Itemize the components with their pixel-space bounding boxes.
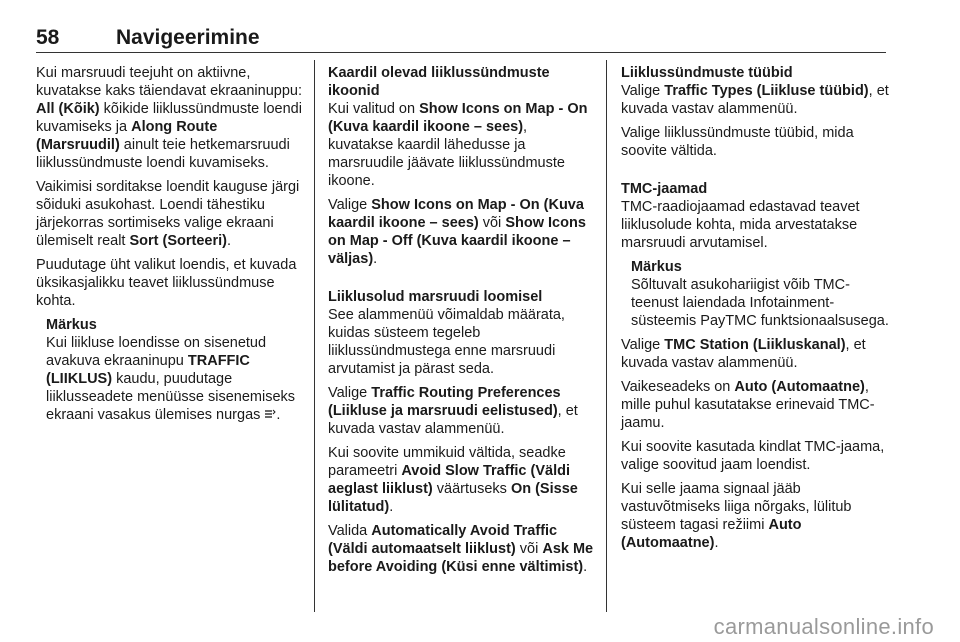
note-text: Sõltuvalt asukohariigist võib TMC-teenust laiendada Infotainment-süsteemis PayTMC funktsionaalsusega. <box>631 277 889 329</box>
note-title: Märkus <box>631 259 682 275</box>
section-heading: Liiklusolud marsruudi loomisel <box>328 289 543 305</box>
spacer <box>621 166 889 180</box>
note-box <box>631 258 889 330</box>
watermark: carmanualsonline.info <box>713 614 934 639</box>
section-heading: Kaardil olevad liiklussündmuste ikoonid <box>328 65 550 99</box>
note-text: Kui liikluse loendisse on sisenetud avakuva ekraaninupu TRAFFIC (LIIKLUS) kaudu, puudutage liiklusseadete menüüsse sisenemiseks ekraani vasakus ülemises nurgas . <box>46 335 296 423</box>
paragraph: Vaikeseadeks on Auto (Automaatne), mille puhul kasutatakse erinevaid TMC-jaamu. <box>621 379 875 431</box>
paragraph: Valige Show Icons on Map - On (Kuva kaardil ikoone – sees) või Show Icons on Map - Off (Kuva kaardil ikoone – väljas). <box>328 197 586 267</box>
note-title: Märkus <box>46 317 97 333</box>
spacer <box>328 274 594 288</box>
chapter-title: Navigeerimine <box>116 26 260 49</box>
column-divider-1 <box>314 60 315 612</box>
column-divider-2 <box>606 60 607 612</box>
paragraph: Kui valitud on Show Icons on Map - On (Kuva kaardil ikoone – sees), kuvatakse kaardil lähedusse ja marsruudile jäävate liiklussündmuste ikoone. <box>328 101 588 189</box>
column-3 <box>621 64 889 558</box>
section-heading: Liiklussündmuste tüübid <box>621 65 793 81</box>
section-heading: TMC-jaamad <box>621 181 708 197</box>
paragraph: Valida Automatically Avoid Traffic (Väldi automaatselt liiklust) või Ask Me before Avoiding (Küsi enne vältimist). <box>328 523 594 575</box>
paragraph: Kui soovite ummikuid vältida, seadke parameetri Avoid Slow Traffic (Väldi aeglast liiklust) väärtuseks On (Sisse lülitatud). <box>328 445 578 515</box>
paragraph: TMC-raadiojaamad edastavad teavet liiklusolude kohta, mida arvestatakse marsruudi arvutamisel. <box>621 199 860 251</box>
paragraph: Valige Traffic Types (Liikluse tüübid), et kuvada vastav alammenüü. <box>621 83 889 117</box>
header-rule <box>36 52 886 53</box>
page-header <box>36 26 886 52</box>
note-box <box>46 316 302 424</box>
paragraph: Vaikimisi sorditakse loendit kauguse järgi sõiduki asukohast. Loendi tähestiku järjekorras sortimiseks valige ekraani ülemiselt realt Sort (Sorteeri). <box>36 179 300 249</box>
paragraph: Valige Traffic Routing Preferences (Liikluse ja marsruudi eelistused), et kuvada vastav alammenüü. <box>328 385 578 437</box>
page-number: 58 <box>36 26 60 49</box>
menu-icon <box>264 408 276 420</box>
paragraph: Kui marsruudi teejuht on aktiivne, kuvatakse kaks täiendavat ekraaninuppu: All (Kõik) kõikide liiklussündmuste loendi kuvamiseks ja Along Route (Marsruudil) ainult teie hetkemarsruudi liiklussündmuste loendi kuvamiseks. <box>36 65 303 171</box>
column-1 <box>36 64 302 430</box>
paragraph: Valige liiklussündmuste tüübid, mida soovite vältida. <box>621 125 854 159</box>
paragraph: See alammenüü võimaldab määrata, kuidas süsteem tegeleb liiklussündmustega enne marsruudi arvutamist ja pärast seda. <box>328 307 565 377</box>
paragraph: Valige TMC Station (Liikluskanal), et kuvada vastav alammenüü. <box>621 337 866 371</box>
paragraph: Kui soovite kasutada kindlat TMC-jaama, valige soovitud jaam loendist. <box>621 439 885 473</box>
paragraph: Kui selle jaama signaal jääb vastuvõtmiseks liiga nõrgaks, lülitub süsteem tagasi režiimi Auto (Automaatne). <box>621 481 852 551</box>
column-2 <box>328 64 594 582</box>
paragraph: Puudutage üht valikut loendis, et kuvada üksikasjalikku teavet liiklussündmuse kohta. <box>36 257 297 309</box>
